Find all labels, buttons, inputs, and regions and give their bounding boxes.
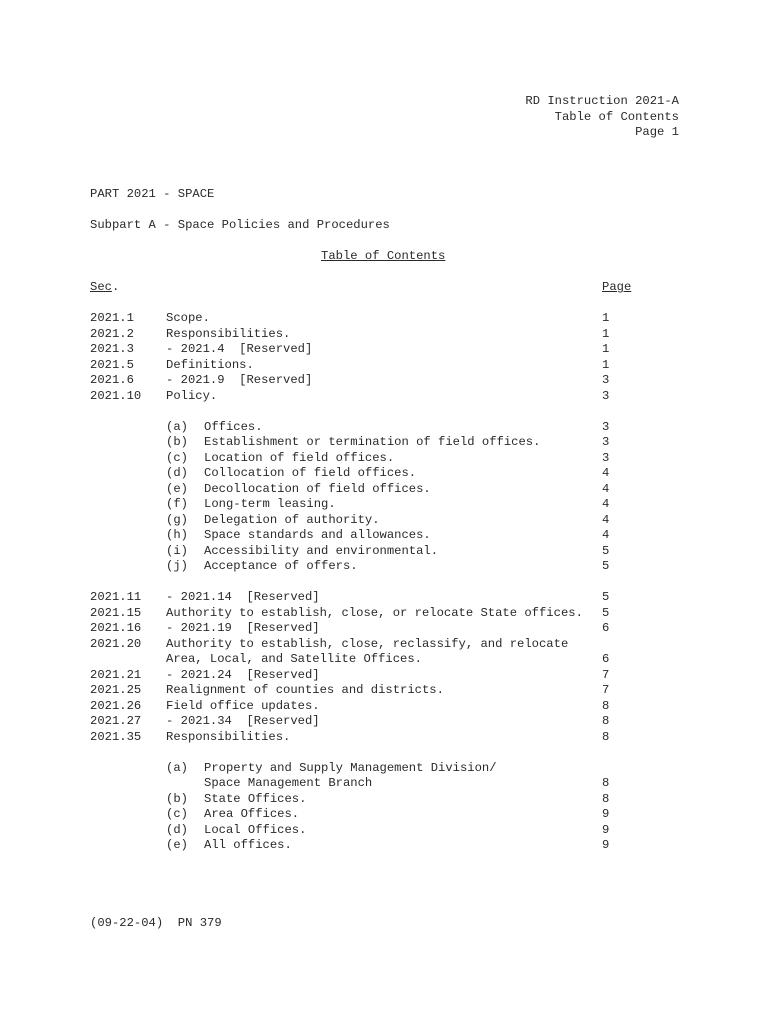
toc-entry-title: Policy.: [166, 389, 218, 403]
toc-sub-title: Offices.: [204, 420, 263, 434]
toc-sub-letter: (a): [166, 420, 188, 434]
toc-sec-number: 2021.15: [90, 606, 142, 620]
toc-sec-number: 2021.25: [90, 683, 142, 697]
toc-sub-title: All offices.: [204, 838, 292, 852]
toc-sub-letter: (c): [166, 451, 188, 465]
toc-page-number: 1: [602, 358, 610, 372]
toc-sub-title: Establishment or termination of field offices.: [204, 435, 541, 449]
toc-page-number: 3: [602, 435, 610, 449]
toc-sub-title: Property and Supply Management Division/: [204, 761, 497, 775]
toc-sec-number: 2021.11: [90, 590, 142, 604]
footer-revision-date: (09-22-04) PN 379: [90, 916, 222, 930]
toc-sub-title: Collocation of field offices.: [204, 466, 417, 480]
toc-page-number: 3: [602, 451, 610, 465]
toc-entry-title: Realignment of counties and districts.: [166, 683, 444, 697]
toc-page-number: 4: [602, 528, 610, 542]
toc-sub-letter: (j): [166, 559, 188, 573]
toc-entry-title: - 2021.14 [Reserved]: [166, 590, 320, 604]
toc-page-number: 8: [602, 792, 610, 806]
toc-sub-letter: (b): [166, 435, 188, 449]
toc-sub-letter: (d): [166, 823, 188, 837]
toc-entry-title: - 2021.4 [Reserved]: [166, 342, 313, 356]
toc-sub-letter: (a): [166, 761, 188, 775]
toc-sec-number: 2021.1: [90, 311, 134, 325]
toc-page-number: 4: [602, 513, 610, 527]
toc-page-number: 5: [602, 559, 610, 573]
toc-page-number: 4: [602, 497, 610, 511]
toc-sub-letter: (d): [166, 466, 188, 480]
toc-page-number: 5: [602, 606, 610, 620]
toc-sub-letter: (f): [166, 497, 188, 511]
toc-sub-title: Space Management Branch: [204, 776, 373, 790]
toc-sec-number: 2021.6: [90, 373, 134, 387]
toc-page-number: 8: [602, 730, 610, 744]
toc-entry-title: - 2021.19 [Reserved]: [166, 621, 320, 635]
toc-page-number: 6: [602, 621, 610, 635]
toc-sec-number: 2021.26: [90, 699, 142, 713]
toc-entry-title: - 2021.34 [Reserved]: [166, 714, 320, 728]
toc-page-number: 1: [602, 327, 610, 341]
toc-page-number: 3: [602, 420, 610, 434]
toc-sub-letter: (g): [166, 513, 188, 527]
toc-entry-title: - 2021.9 [Reserved]: [166, 373, 313, 387]
toc-page-number: 3: [602, 389, 610, 403]
toc-sub-title: Long-term leasing.: [204, 497, 336, 511]
toc-sub-letter: (b): [166, 792, 188, 806]
toc-entry-title: Authority to establish, close, or relocate State offices.: [166, 606, 583, 620]
toc-sub-letter: (c): [166, 807, 188, 821]
toc-sub-title: Local Offices.: [204, 823, 307, 837]
toc-page-number: 1: [602, 311, 610, 325]
column-header-sec: [90, 280, 119, 296]
subpart-title: Subpart A - Space Policies and Procedures: [90, 218, 390, 232]
toc-page-number: 3: [602, 373, 610, 387]
toc-sub-title: State Offices.: [204, 792, 307, 806]
toc-sub-letter: (e): [166, 838, 188, 852]
toc-sub-letter: (h): [166, 528, 188, 542]
toc-sec-number: 2021.3: [90, 342, 134, 356]
toc-sub-title: Decollocation of field offices.: [204, 482, 431, 496]
header-section: Table of Contents: [554, 110, 679, 124]
toc-page-number: 5: [602, 590, 610, 604]
toc-sub-letter: (i): [166, 544, 188, 558]
toc-page-number: 7: [602, 683, 610, 697]
toc-entry-title: Area, Local, and Satellite Offices.: [166, 652, 422, 666]
toc-sec-number: 2021.16: [90, 621, 142, 635]
toc-sub-title: Acceptance of offers.: [204, 559, 358, 573]
toc-sec-number: 2021.35: [90, 730, 142, 744]
toc-sec-number: 2021.27: [90, 714, 142, 728]
toc-sec-number: 2021.5: [90, 358, 134, 372]
toc-page-number: 7: [602, 668, 610, 682]
toc-page-number: 8: [602, 714, 610, 728]
toc-entry-title: Definitions.: [166, 358, 254, 372]
toc-page-number: 9: [602, 807, 610, 821]
toc-entry-title: Authority to establish, close, reclassify, and relocate: [166, 637, 569, 651]
toc-page-number: 6: [602, 652, 610, 666]
toc-sub-letter: (e): [166, 482, 188, 496]
column-header-page: Page: [602, 280, 632, 294]
toc-sec-number: 2021.2: [90, 327, 134, 341]
toc-page-number: 4: [602, 482, 610, 496]
toc-page-number: 4: [602, 466, 610, 480]
column-header-sec-text: Sec: [90, 280, 112, 294]
toc-sub-title: Accessibility and environmental.: [204, 544, 439, 558]
toc-sec-number: 2021.21: [90, 668, 142, 682]
toc-entry-title: Responsibilities.: [166, 730, 291, 744]
toc-sub-title: Space standards and allowances.: [204, 528, 431, 542]
toc-sub-title: Area Offices.: [204, 807, 300, 821]
toc-page-number: 9: [602, 823, 610, 837]
toc-page-number: 8: [602, 699, 610, 713]
header-page-number: Page 1: [635, 125, 679, 139]
toc-page-number: 8: [602, 776, 610, 790]
toc-sec-number: 2021.20: [90, 637, 142, 651]
toc-page-number: 1: [602, 342, 610, 356]
toc-entry-title: - 2021.24 [Reserved]: [166, 668, 320, 682]
toc-sub-title: Delegation of authority.: [204, 513, 380, 527]
toc-page-number: 5: [602, 544, 610, 558]
part-title: PART 2021 - SPACE: [90, 187, 215, 201]
toc-entry-title: Responsibilities.: [166, 327, 291, 341]
toc-sec-number: 2021.10: [90, 389, 142, 403]
toc-entry-title: Scope.: [166, 311, 210, 325]
toc-heading: Table of Contents: [321, 249, 446, 263]
column-header-sec-period: .: [111, 280, 120, 294]
toc-entry-title: Field office updates.: [166, 699, 320, 713]
toc-sub-title: Location of field offices.: [204, 451, 395, 465]
header-instruction: RD Instruction 2021-A: [525, 94, 679, 108]
toc-page-number: 9: [602, 838, 610, 852]
